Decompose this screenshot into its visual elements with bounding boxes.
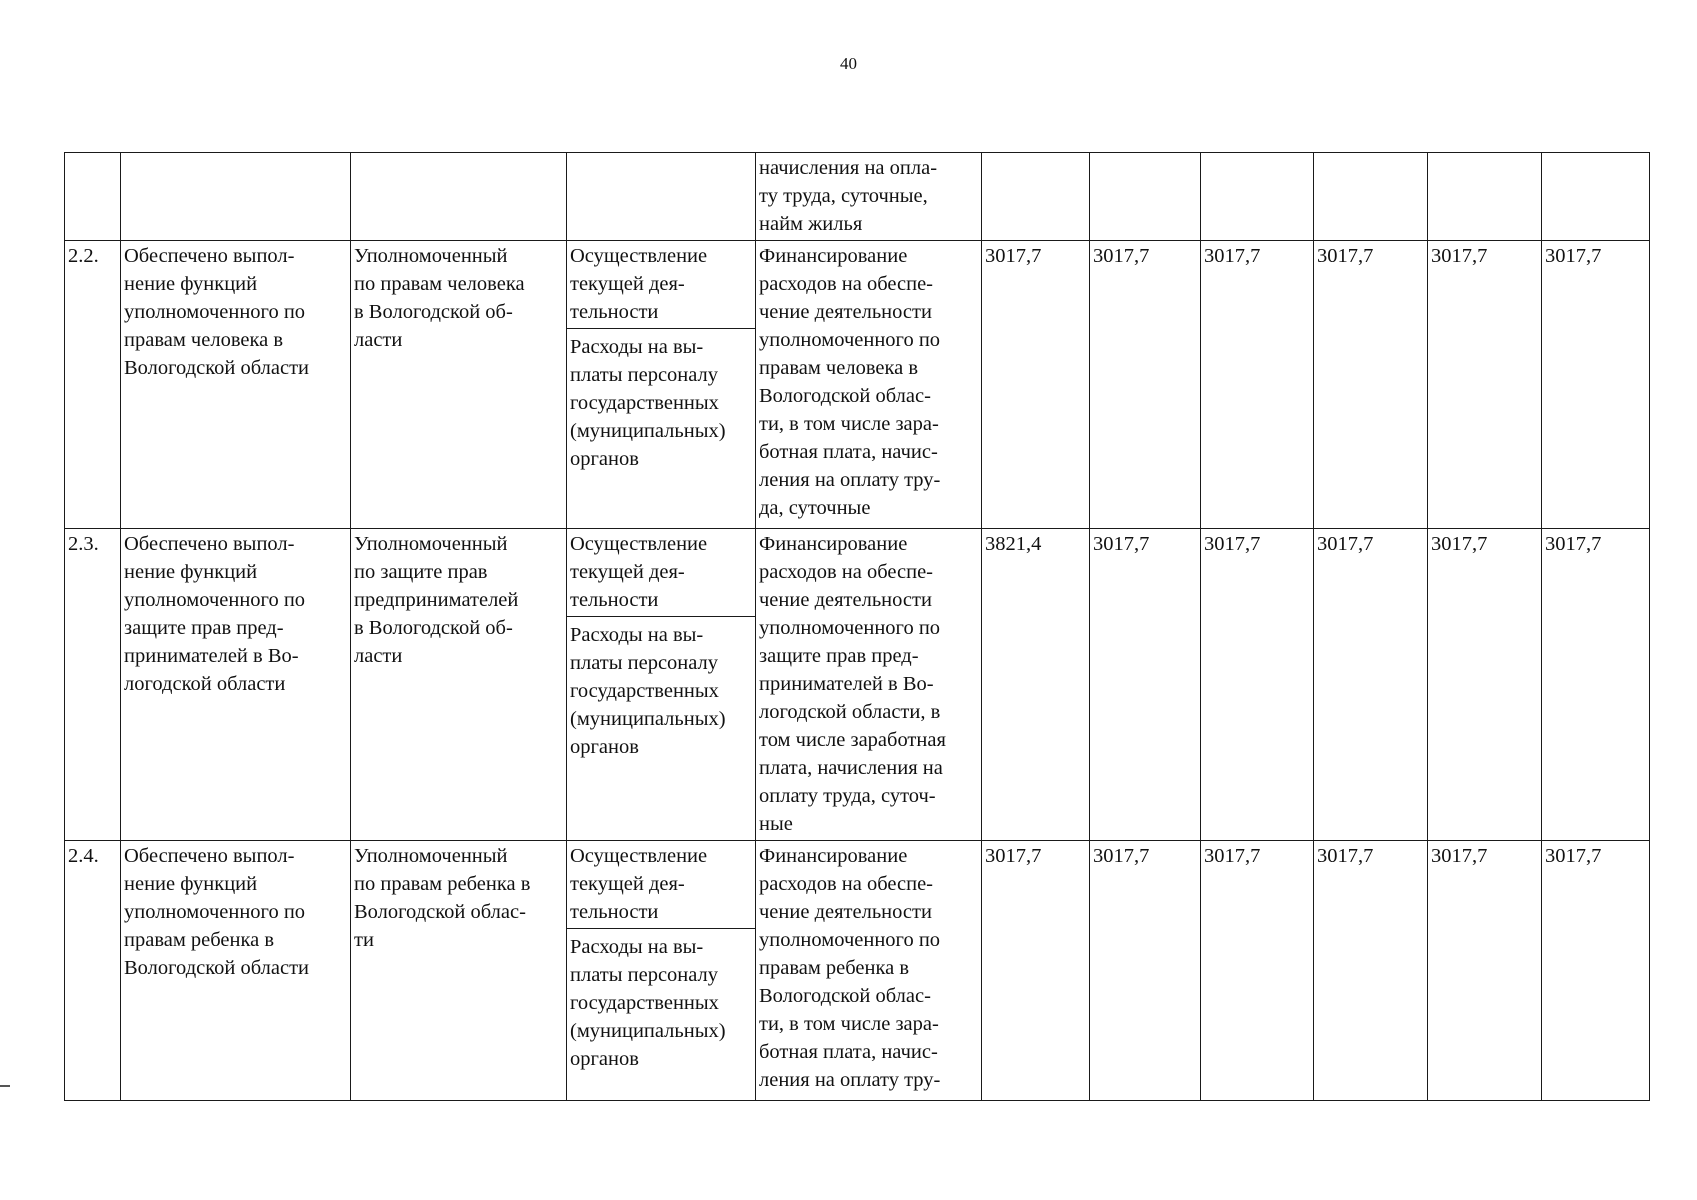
cell-executor: Уполномоченный по правам ребенка в Вологодской облас- ти: [351, 841, 567, 1101]
activity-text: Осуществление текущей дея- тельности: [567, 241, 755, 329]
cell-value: 3017,7: [1428, 529, 1542, 841]
cell-value: [1542, 153, 1650, 241]
budget-table: [64, 152, 1650, 1101]
cell-value: 3017,7: [1542, 241, 1650, 529]
cell-indicator: Финансирование расходов на обеспе- чение деятельности уполномоченного по защите прав пред- принимателей в Во- логодской области, в том числе заработная плата, начисления на оплату труда, суточ- ные: [756, 529, 982, 841]
cell-value: [1314, 153, 1428, 241]
cell-executor: Уполномоченный по защите прав предпринимателей в Вологодской об- ласти: [351, 529, 567, 841]
cell-value: 3017,7: [1201, 241, 1314, 529]
cell-executor: Уполномоченный по правам человека в Вологодской об- ласти: [351, 241, 567, 529]
cell-value: 3017,7: [1542, 529, 1650, 841]
scan-edge-mark: [0, 1085, 10, 1087]
cell-result: [121, 153, 351, 241]
cell-activity: [567, 529, 756, 841]
cell-value: 3017,7: [1090, 241, 1201, 529]
table-row: [65, 529, 1650, 841]
cell-value: 3017,7: [1314, 241, 1428, 529]
cell-value: [1428, 153, 1542, 241]
table-row-continuation: [65, 153, 1650, 241]
cell-executor: [351, 153, 567, 241]
cell-value: [1201, 153, 1314, 241]
cell-value: 3017,7: [1314, 529, 1428, 841]
table-row: [65, 841, 1650, 1101]
cell-value: [1090, 153, 1201, 241]
cell-num: [65, 153, 121, 241]
page-number: 40: [840, 54, 857, 73]
cell-value: 3017,7: [1201, 529, 1314, 841]
table-row: [65, 241, 1650, 529]
expense-text: Расходы на вы- платы персоналу государственных (муниципальных) органов: [570, 624, 726, 758]
cell-result: Обеспечено выпол- нение функций уполномоченного по защите прав пред- принимателей в Во- логодской области: [121, 529, 351, 841]
cell-activity: [567, 241, 756, 529]
activity-text: Осуществление текущей дея- тельности: [567, 841, 755, 929]
cell-value: 3017,7: [1428, 241, 1542, 529]
cell-value: 3017,7: [982, 841, 1090, 1101]
cell-num: 2.3.: [65, 529, 121, 841]
cell-value: 3017,7: [1201, 841, 1314, 1101]
cell-activity: [567, 153, 756, 241]
cell-num: 2.4.: [65, 841, 121, 1101]
expense-text: Расходы на вы- платы персоналу государственных (муниципальных) органов: [570, 336, 726, 470]
cell-result: Обеспечено выпол- нение функций уполномоченного по правам человека в Вологодской области: [121, 241, 351, 529]
cell-indicator: Финансирование расходов на обеспе- чение деятельности уполномоченного по правам человека в Вологодской облас- ти, в том числе зара- ботная плата, начис- ления на оплату тру- да, суточные: [756, 241, 982, 529]
cell-activity: [567, 841, 756, 1101]
cell-value: 3017,7: [1314, 841, 1428, 1101]
cell-num: 2.2.: [65, 241, 121, 529]
cell-value: [982, 153, 1090, 241]
cell-value: 3017,7: [1428, 841, 1542, 1101]
cell-value: 3017,7: [1542, 841, 1650, 1101]
cell-value: 3017,7: [1090, 529, 1201, 841]
cell-value: 3017,7: [982, 241, 1090, 529]
cell-result: Обеспечено выпол- нение функций уполномоченного по правам ребенка в Вологодской области: [121, 841, 351, 1101]
cell-indicator: начисления на опла- ту труда, суточные, найм жилья: [756, 153, 982, 241]
cell-indicator: Финансирование расходов на обеспе- чение деятельности уполномоченного по правам ребенка в Вологодской облас- ти, в том числе зара- ботная плата, начис- ления на оплату тру-: [756, 841, 982, 1101]
expense-text: Расходы на вы- платы персоналу государственных (муниципальных) органов: [570, 936, 726, 1070]
activity-text: Осуществление текущей дея- тельности: [567, 529, 755, 617]
cell-value: 3017,7: [1090, 841, 1201, 1101]
cell-value: 3821,4: [982, 529, 1090, 841]
